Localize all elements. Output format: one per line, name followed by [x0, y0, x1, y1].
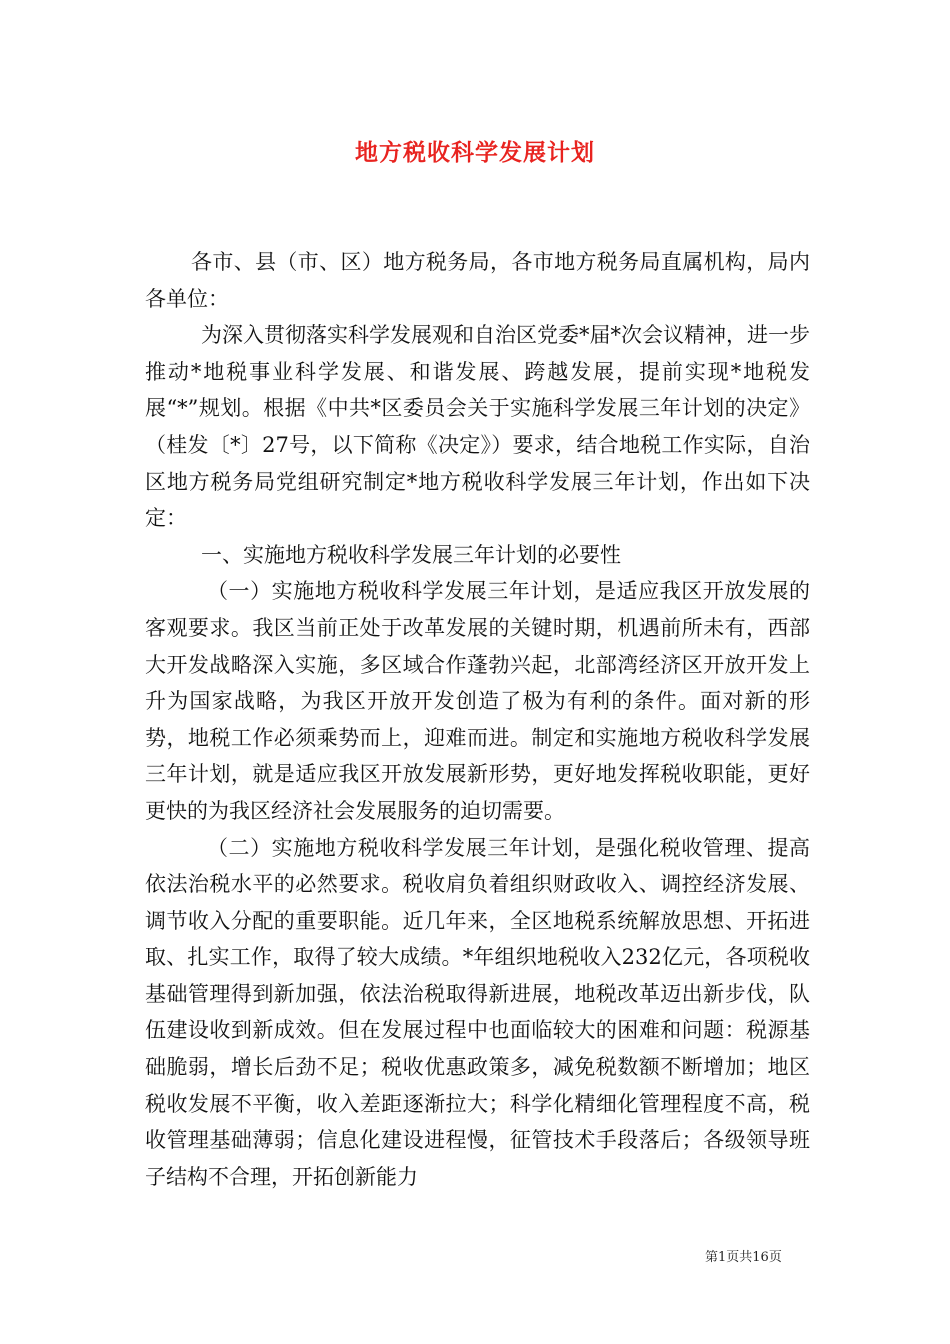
- intro-paragraph: 为深入贯彻落实科学发展观和自治区党委*届*次会议精神，进一步推动*地税事业科学发展、和谐发展、跨越发展，提前实现*地税发展“*”规划。根据《中共*区委员会关于实施科学发展三年计划的决定》（桂发〔*〕27号，以下简称《决定》）要求，结合地税工作实际，自治区地方税务局党组研究制定*地方税收科学发展三年计划，作出如下决定：: [145, 323, 810, 531]
- subsection-paragraph-1: （一）实施地方税收科学发展三年计划，是适应我区开放发展的客观要求。我区当前正处于改革发展的关键时期，机遇前所未有，西部大开发战略深入实施，多区域合作蓬勃兴起，北部湾经济区开放开发上升为国家战略，为我区开放开发创造了极为有利的条件。面对新的形势，地税工作必须乘势而上，迎难而进。制定和实施地方税收科学发展三年计划，就是适应我区开放发展新形势，更好地发挥税收职能，更好更快的为我区经济社会发展服务的迫切需要。: [145, 579, 810, 823]
- salutation-paragraph: 各市、县（市、区）地方税务局，各市地方税务局直属机构，局内各单位：: [145, 250, 810, 311]
- page-number-footer: 第1页共16页: [705, 1250, 782, 1265]
- subsection-paragraph-2: （二）实施地方税收科学发展三年计划，是强化税收管理、提高依法治税水平的必然要求。税收肩负着组织财政收入、调控经济发展、调节收入分配的重要职能。近几年来，全区地税系统解放思想、开拓进取、扎实工作，取得了较大成绩。*年组织地税收入232亿元，各项税收基础管理得到新加强，依法治税取得新进展，地税改革迈出新步伐，队伍建设收到新成效。但在发展过程中也面临较大的困难和问题：税源基础脆弱，增长后劲不足；税收优惠政策多，减免税数额不断增加；地区税收发展不平衡，收入差距逐渐拉大；科学化精细化管理程度不高，税收管理基础薄弱；信息化建设进程慢，征管技术手段落后；各级领导班子结构不合理，开拓创新能力: [145, 835, 810, 1189]
- document-body: [145, 244, 810, 1195]
- section-heading: 一、实施地方税收科学发展三年计划的必要性: [201, 542, 621, 567]
- document-title: 地方税收科学发展计划: [355, 139, 595, 166]
